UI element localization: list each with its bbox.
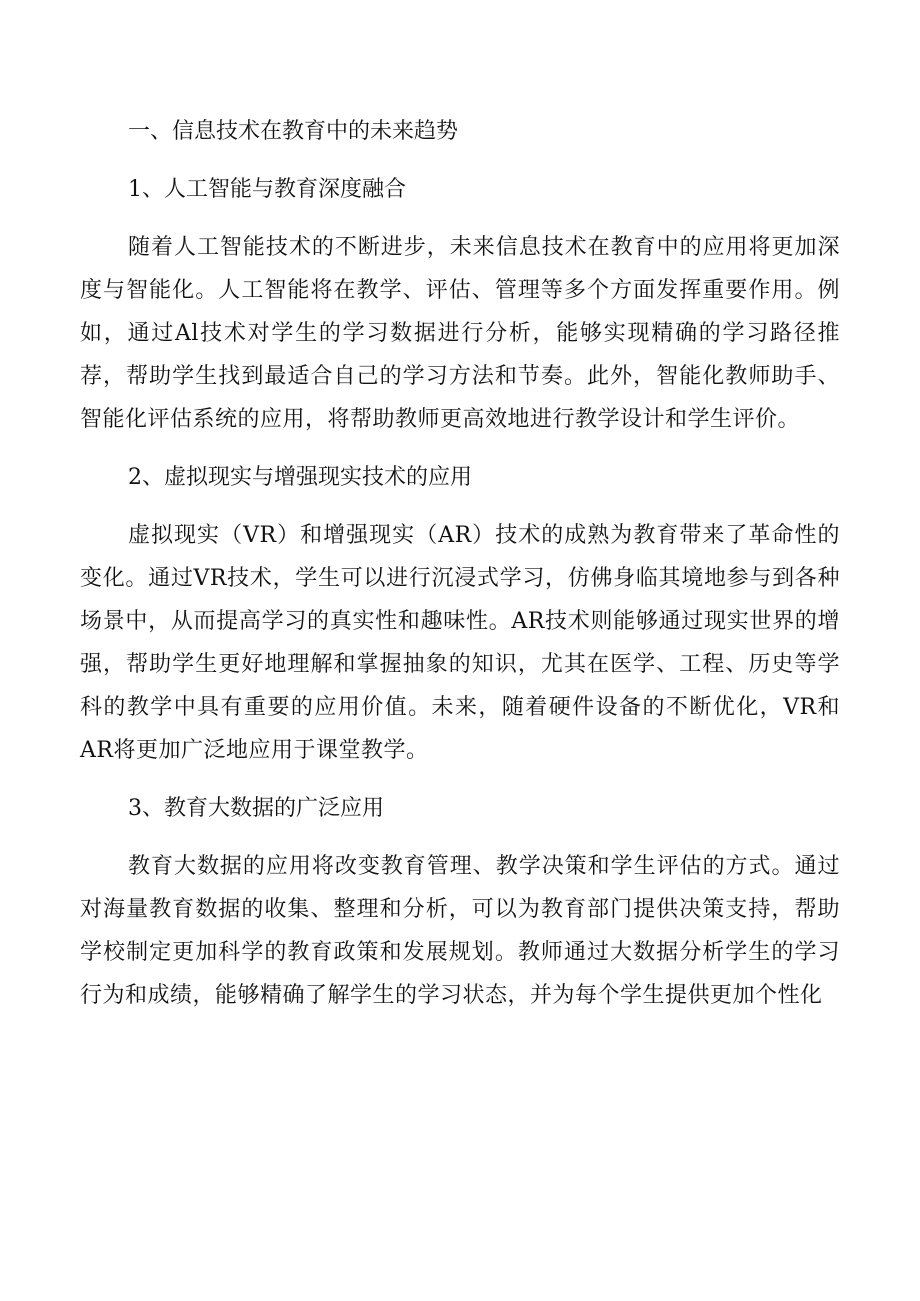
section-title: 一、信息技术在教育中的未来趋势 xyxy=(128,119,459,144)
paragraph-vr-ar: 虚拟现实（VR）和增强现实（AR）技术的成熟为教育带来了革命性的变化。通过VR技术，学生可以进行沉浸式学习，仿佛身临其境地参与到各种场景中，从而提高学习的真实性和趣味性。AR技术则能够通过现实世界的增强，帮助学生更好地理解和掌握抽象的知识，尤其在医学、工程、历史等学科的教学中具有重要的应用价值。未来，随着硬件设备的不断优化，VR和AR将更加广泛地应用于课堂教学。 xyxy=(80,523,840,763)
document-body xyxy=(80,110,840,1017)
paragraph-ai: 随着人工智能技术的不断进步，未来信息技术在教育中的应用将更加深度与智能化。人工智能将在教学、评估、管理等多个方面发挥重要作用。例如，通过Al技术对学生的学习数据进行分析，能够实现精确的学习路径推荐，帮助学生找到最适合自己的学习方法和节奏。此外，智能化教师助手、智能化评估系统的应用，将帮助教师更高效地进行教学设计和学生评价。 xyxy=(80,235,840,432)
subsection-heading-big-data: 3、教育大数据的广泛应用 xyxy=(128,796,384,821)
subsection-heading-ai: 1、人工智能与教育深度融合 xyxy=(128,177,406,202)
paragraph-big-data: 教育大数据的应用将改变教育管理、教学决策和学生评估的方式。通过对海量教育数据的收集、整理和分析，可以为教育部门提供决策支持，帮助学校制定更加科学的教育政策和发展规划。教师通过大数据分析学生的学习行为和成绩，能够精确了解学生的学习状态，并为每个学生提供更加个性化 xyxy=(80,854,840,1008)
subsection-heading-vr-ar: 2、虚拟现实与增强现实技术的应用 xyxy=(128,465,472,490)
